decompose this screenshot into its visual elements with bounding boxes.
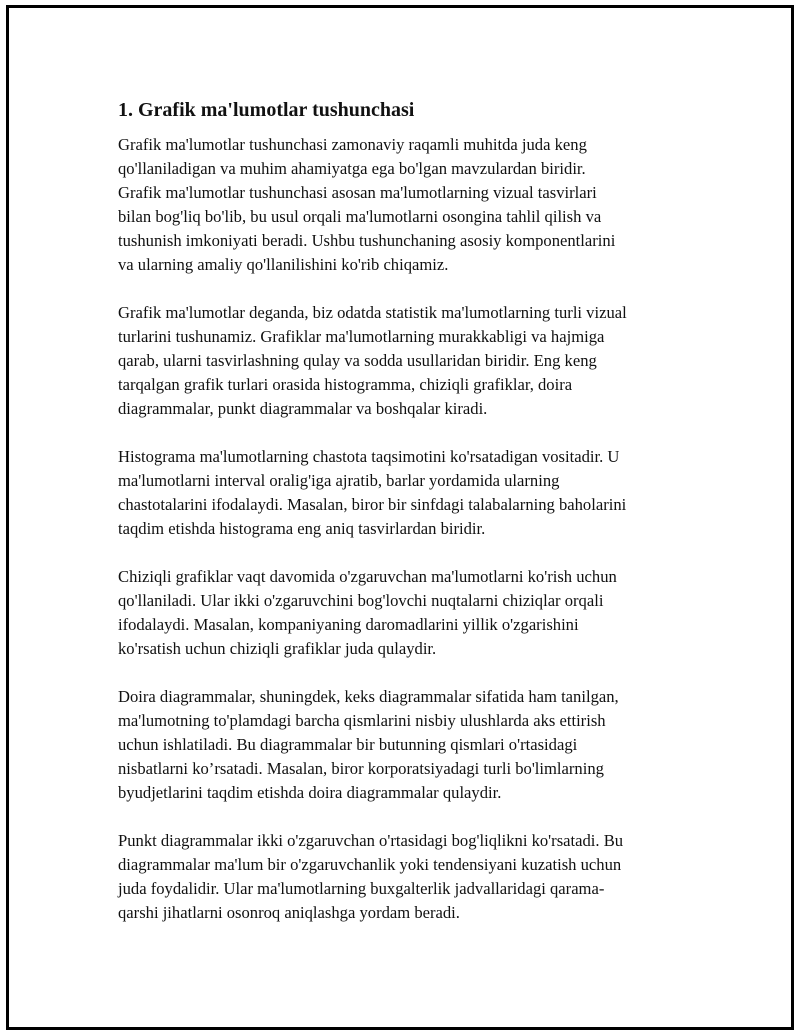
paragraph-line: Grafik ma'lumotlar tushunchasi asosan ma'lumotlarning vizual tasvirlari [118, 183, 597, 202]
paragraph-line: Grafik ma'lumotlar tushunchasi zamonaviy raqamli muhitda juda keng [118, 135, 587, 154]
paragraph-line: ko'rsatish uchun chiziqli grafiklar juda qulaydir. [118, 639, 437, 658]
paragraph-line: tushunish imkoniyati beradi. Ushbu tushunchaning asosiy komponentlarini [118, 231, 616, 250]
paragraph [118, 133, 693, 277]
paragraph-line: uchun ishlatiladi. Bu diagrammalar bir butunning qismlari o'rtasidagi [118, 735, 578, 754]
paragraph-line: nisbatlarni ko’rsatadi. Masalan, biror korporatsiyadagi turli bo'limlarning [118, 759, 604, 778]
paragraph-line: byudjetlarini taqdim etishda doira diagrammalar qulaydir. [118, 783, 502, 802]
paragraph [118, 565, 693, 661]
paragraph-line: Histograma ma'lumotlarning chastota taqsimotini ko'rsatadigan vositadir. U [118, 447, 620, 466]
paragraph-line: juda foydalidir. Ular ma'lumotlarning buxgalterlik jadvallaridagi qarama- [118, 879, 605, 898]
document-content [118, 96, 693, 949]
document-title: 1. Grafik ma'lumotlar tushunchasi [118, 99, 415, 121]
document-page [6, 5, 794, 1030]
paragraph-line: ma'lumotning to'plamdagi barcha qismlarini nisbiy ulushlarda aks ettirish [118, 711, 606, 730]
paragraph [118, 445, 693, 541]
paragraph-line: chastotalarini ifodalaydi. Masalan, biror bir sinfdagi talabalarning baholarini [118, 495, 627, 514]
paragraph [118, 301, 693, 421]
paragraph-line: Punkt diagrammalar ikki o'zgaruvchan o'rtasidagi bog'liqlikni ko'rsatadi. Bu [118, 831, 624, 850]
paragraph-line: diagrammalar ma'lum bir o'zgaruvchanlik yoki tendensiyani kuzatish uchun [118, 855, 622, 874]
paragraph-line: va ularning amaliy qo'llanilishini ko'rib chiqamiz. [118, 255, 449, 274]
paragraph [118, 829, 693, 925]
paragraph-line: taqdim etishda histograma eng aniq tasvirlardan biridir. [118, 519, 486, 538]
paragraph-line: qo'llaniladi. Ular ikki o'zgaruvchini bog'lovchi nuqtalarni chiziqlar orqali [118, 591, 604, 610]
paragraph-line: diagrammalar, punkt diagrammalar va boshqalar kiradi. [118, 399, 488, 418]
paragraph-line: Grafik ma'lumotlar deganda, biz odatda statistik ma'lumotlarning turli vizual [118, 303, 627, 322]
paragraph-line: Doira diagrammalar, shuningdek, keks diagrammalar sifatida ham tanilgan, [118, 687, 619, 706]
paragraph-line: qo'llaniladigan va muhim ahamiyatga ega bo'lgan mavzulardan biridir. [118, 159, 586, 178]
paragraph-line: Chiziqli grafiklar vaqt davomida o'zgaruvchan ma'lumotlarni ko'rish uchun [118, 567, 617, 586]
paragraph-line: qarab, ularni tasvirlashning qulay va sodda usullaridan biridir. Eng keng [118, 351, 597, 370]
paragraph-line: bilan bog'liq bo'lib, bu usul orqali ma'lumotlarni osongina tahlil qilish va [118, 207, 602, 226]
paragraph-line: tarqalgan grafik turlari orasida histogramma, chiziqli grafiklar, doira [118, 375, 573, 394]
paragraph-line: turlarini tushunamiz. Grafiklar ma'lumotlarning murakkabligi va hajmiga [118, 327, 605, 346]
paragraph-line: qarshi jihatlarni osonroq aniqlashga yordam beradi. [118, 903, 460, 922]
paragraph [118, 685, 693, 805]
paragraph-line: ma'lumotlarni interval oralig'iga ajratib, barlar yordamida ularning [118, 471, 560, 490]
paragraph-list [118, 133, 693, 925]
paragraph-line: ifodalaydi. Masalan, kompaniyaning daromadlarini yillik o'zgarishini [118, 615, 579, 634]
